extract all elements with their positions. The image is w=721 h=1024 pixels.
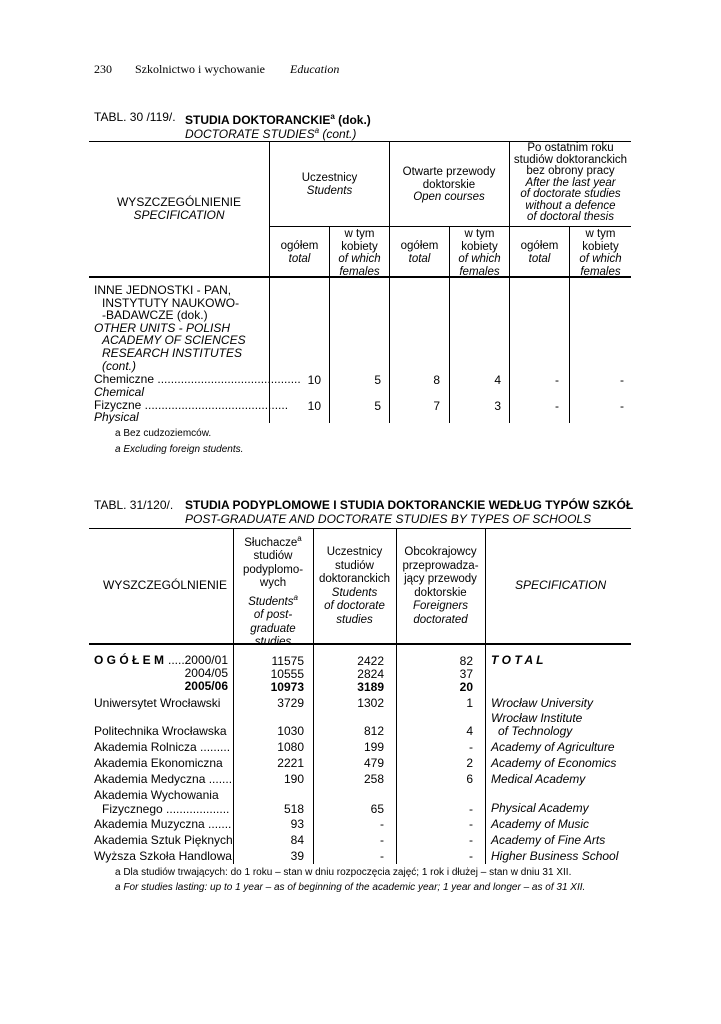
group-header-after-last-year: Po ostatnim roku studiów doktoranckich bez obrony pracy After the last year of doctorate studies without a defence of doctoral thesis xyxy=(513,142,628,223)
row-label-en: Academy of Economics xyxy=(491,756,617,770)
cell: 258 xyxy=(363,772,384,786)
cell: 4 xyxy=(466,724,473,738)
cell: 10 xyxy=(307,373,321,387)
cell: 2422 xyxy=(357,654,384,668)
footnote: a Bez cudzoziemców. xyxy=(115,428,212,439)
cell: - xyxy=(469,833,473,847)
cell: 10973 xyxy=(270,680,304,694)
row-label: Akademia Wychowania Fizycznego ................... xyxy=(94,788,230,816)
cell: 3729 xyxy=(277,696,304,710)
cell: 20 xyxy=(459,680,473,694)
cell: - xyxy=(555,373,559,387)
cell: - xyxy=(469,740,473,754)
cell: 518 xyxy=(283,802,304,816)
cell: 11575 xyxy=(271,654,304,668)
cell: 84 xyxy=(290,833,304,847)
row-label: Akademia Rolnicza ......... xyxy=(94,740,231,754)
table-title-pl: STUDIA DOKTORANCKIE$^a$ (dok.) xyxy=(185,112,371,127)
row-label-en: Wrocław University xyxy=(491,696,594,710)
row-label: Chemiczne ........................................... xyxy=(94,372,301,386)
row-label: Akademia Medyczna ....... xyxy=(94,772,233,786)
footnote-en: a Excluding foreign students. xyxy=(115,444,244,455)
row-label: Akademia Sztuk Pięknych xyxy=(94,833,233,847)
subheader-total: ogółem total xyxy=(520,240,559,265)
cell: - xyxy=(380,817,384,831)
col-header-foreigners: Obcokrajowcy przeprowadza- jący przewody doktorskie Foreigners doctorated xyxy=(402,546,479,626)
total-year: 2000/01 xyxy=(184,653,228,667)
group-header-students: Uczestnicy Students xyxy=(301,172,358,197)
cell: 5 xyxy=(374,373,381,387)
cell: 479 xyxy=(363,756,384,770)
cell: 1302 xyxy=(357,696,384,710)
table-number: TABL. 30 /119/. xyxy=(94,110,176,124)
cell: 812 xyxy=(363,724,384,738)
subheader-women: w tym kobiety of which females xyxy=(579,228,622,278)
cell: 1030 xyxy=(277,724,304,738)
table-title-en: POST-GRADUATE AND DOCTORATE STUDIES BY TYPES OF SCHOOLS xyxy=(185,512,592,526)
total-label-en: T O T A L xyxy=(491,653,544,667)
section-title-en: Education xyxy=(290,62,340,76)
row-label: Akademia Muzyczna ....... xyxy=(94,817,232,831)
cell: 1 xyxy=(466,696,473,710)
cell: 2221 xyxy=(277,756,304,770)
cell: 65 xyxy=(370,802,384,816)
row-label-en: Physical Academy xyxy=(491,801,589,815)
row-label: Uniwersytet Wrocławski xyxy=(94,696,221,710)
section-label: INNE JEDNOSTKI - PAN, INSTYTUTY NAUKOWO- -BADAWCZE (dok.) OTHER UNITS - POLISH ACADEMY OF SCIENCES RESEARCH INSTITUTES (cont.) xyxy=(94,283,246,373)
stub-header: WYSZCZEGÓLNIENIE SPECIFICATION xyxy=(116,195,241,222)
row-label: Fizyczne ........................................... xyxy=(94,398,289,412)
group-header-open-courses: Otwarte przewody doktorskie Open courses xyxy=(402,166,496,204)
cell: 39 xyxy=(290,849,304,863)
section-title-pl: Szkolnictwo i wychowanie xyxy=(135,62,265,76)
row-label: Politechnika Wrocławska xyxy=(94,724,227,738)
cell: - xyxy=(555,399,559,413)
cell: - xyxy=(469,849,473,863)
cell: 10 xyxy=(307,399,321,413)
row-label: Wyższa Szkoła Handlowa xyxy=(94,849,232,863)
table-number: TABL. 31/120/. xyxy=(94,498,174,512)
cell: 190 xyxy=(283,772,304,786)
cell: - xyxy=(380,833,384,847)
cell: 1080 xyxy=(277,740,304,754)
col-header-postgraduate: Słuchacze$^a$ studiów podyplomo- wych Students$^a$ of post- graduate studies xyxy=(242,534,304,649)
stub-header: WYSZCZEGÓLNIENIE xyxy=(103,578,228,592)
total-year: 2004/05 xyxy=(184,666,228,680)
cell: 37 xyxy=(459,667,473,681)
cell: 3 xyxy=(494,399,501,413)
cell: 82 xyxy=(459,654,473,668)
row-label-en: Wrocław Institute of Technology xyxy=(491,711,583,738)
cell: - xyxy=(620,373,624,387)
cell: 7 xyxy=(433,399,440,413)
subheader-total: ogółem total xyxy=(280,240,319,265)
cell: 2824 xyxy=(357,667,384,681)
cell: 4 xyxy=(494,373,501,387)
page-number: 230 xyxy=(94,62,112,76)
cell: 8 xyxy=(433,373,440,387)
cell: - xyxy=(620,399,624,413)
table-title-pl: STUDIA PODYPLOMOWE I STUDIA DOKTORANCKIE WEDŁUG TYPÓW SZKÓŁ xyxy=(185,498,634,512)
footnote: a Dla studiów trwających: do 1 roku – stan w dniu rozpoczęcia zajęć; 1 rok i dłużej – stan w dniu 31 XII. xyxy=(115,867,572,878)
subheader-women: w tym kobiety of which females xyxy=(458,228,501,278)
cell: 6 xyxy=(466,772,473,786)
cell: 93 xyxy=(290,817,304,831)
cell: 10555 xyxy=(270,667,304,681)
cell: 2 xyxy=(466,756,473,770)
total-label: O G Ó Ł E M xyxy=(94,653,165,667)
cell: - xyxy=(469,802,473,816)
row-label: Akademia Ekonomiczna xyxy=(94,756,223,770)
total-year: 2005/06 xyxy=(184,679,228,693)
footnote-en: a For studies lasting: up to 1 year – as of beginning of the academic year; 1 year and longer – as of 31 XII. xyxy=(115,882,586,893)
table-title-en: DOCTORATE STUDIES$^a$ (cont.) xyxy=(185,126,357,141)
row-label-en: Medical Academy xyxy=(491,772,586,786)
subheader-women: w tym kobiety of which females xyxy=(338,228,381,278)
col-header-doctorate: Uczestnicy studiów doktoranckich Students of doctorate studies xyxy=(319,546,390,626)
subheader-total: ogółem total xyxy=(400,240,439,265)
cell: - xyxy=(469,817,473,831)
cell: 3189 xyxy=(357,680,384,694)
row-label-en: Chemical xyxy=(94,385,145,399)
row-label-en: Academy of Music xyxy=(491,817,590,831)
row-label-en: Academy of Agriculture xyxy=(491,740,615,754)
row-label-en: Higher Business School xyxy=(491,849,619,863)
cell: 5 xyxy=(374,399,381,413)
row-label-en: Academy of Fine Arts xyxy=(491,833,606,847)
row-label-en: Physical xyxy=(94,410,139,424)
cell: 199 xyxy=(363,740,384,754)
spec-header: SPECIFICATION xyxy=(515,578,607,592)
cell: - xyxy=(380,849,384,863)
total-dots: ....... xyxy=(168,653,192,667)
